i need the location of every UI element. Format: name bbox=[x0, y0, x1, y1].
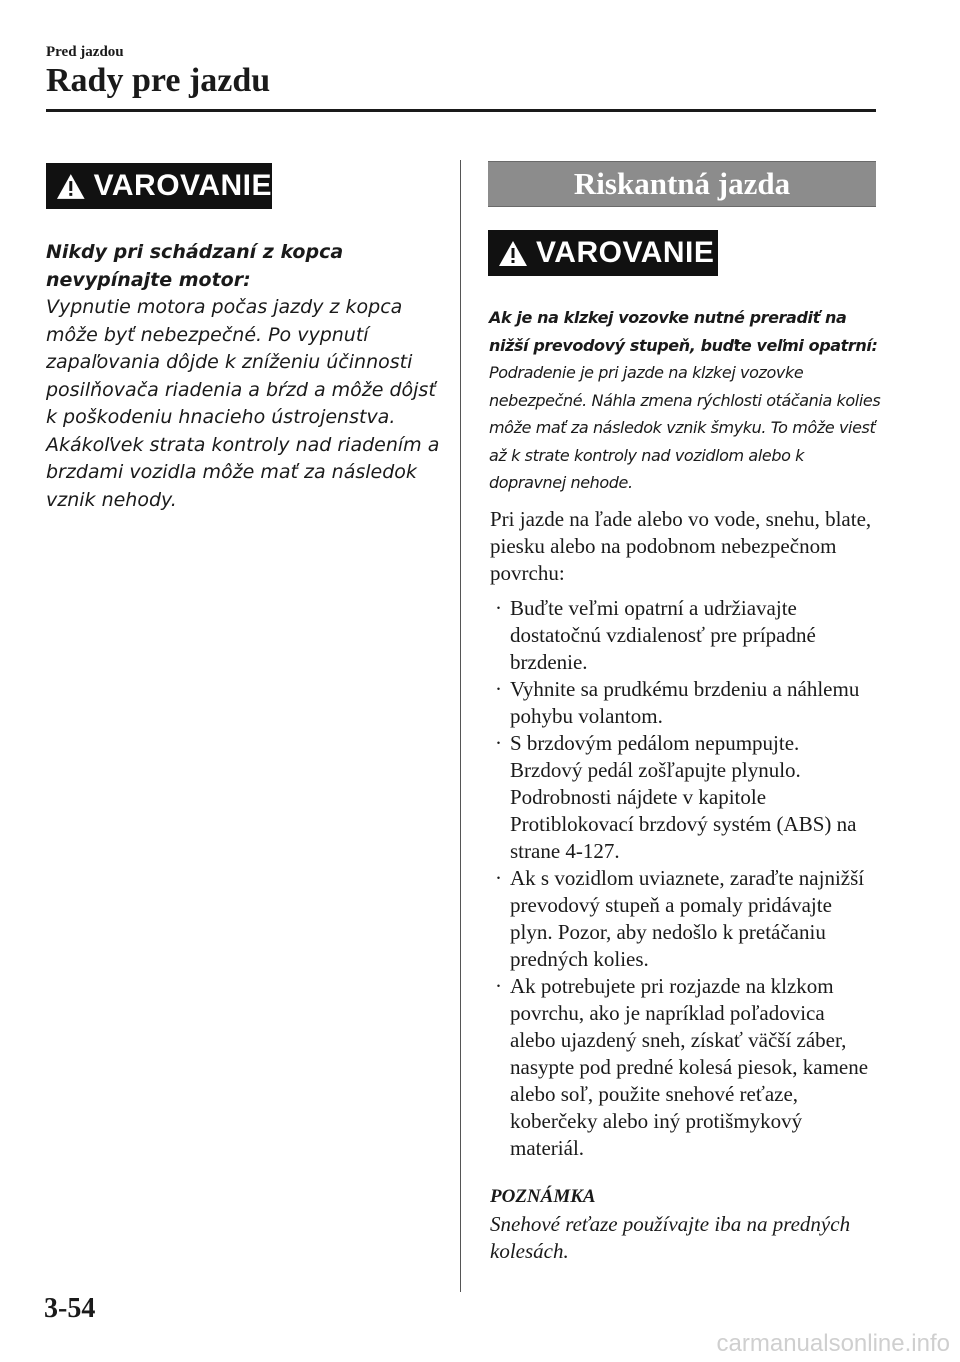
warning-triangle-icon bbox=[498, 240, 528, 267]
bullet-mark: · bbox=[495, 596, 502, 620]
watermark: carmanualsonline.info bbox=[716, 1330, 950, 1357]
warning-body: Vypnutie motora počas jazdy z kopca môže byť nebezpečné. Po vypnutí zapaľovania dôjde k zníženiu účinnosti posilňovača riadenia a bŕzd a môže dôjsť k poškodeniu hnacieho ústrojenstva. Akákoľvek strata kontroly nad riadením a brzdami vozidla môže mať za následok vznik nehody. bbox=[46, 296, 440, 511]
intro-paragraph: Pri jazde na ľade alebo vo vode, snehu, blate, piesku alebo na podobnom nebezpečnom povrchu: bbox=[490, 507, 872, 585]
list-item bbox=[490, 730, 875, 865]
page-title: Rady pre jazdu bbox=[46, 62, 271, 99]
right-warning-banner bbox=[488, 230, 718, 276]
list-item bbox=[490, 865, 875, 973]
list-item-text: S brzdovým pedálom nepumpujte. Brzdový pedál zošľapujte plynulo. Podrobnosti nájdete v kapitole Protiblokovací brzdový systém (ABS) na strane 4-127. bbox=[510, 731, 857, 863]
list-item-text: Ak s vozidlom uviaznete, zaraďte najnižší prevodový stupeň a pomaly pridávajte plyn. Pozor, aby nedošlo k pretáčaniu predných kolies. bbox=[510, 866, 865, 971]
warning-label: VAROVANIE bbox=[536, 236, 715, 269]
list-item bbox=[490, 676, 875, 730]
bullet-mark: · bbox=[495, 974, 502, 998]
warning-triangle-icon bbox=[56, 173, 86, 200]
bullet-mark: · bbox=[495, 866, 502, 890]
warning-label: VAROVANIE bbox=[93, 169, 272, 202]
bullet-mark: · bbox=[495, 731, 502, 755]
list-item-text: Ak potrebujete pri rozjazde na klzkom povrchu, ako je napríklad poľadovica alebo ujazdený sneh, získať väčší záber, nasypte pod predné kolesá piesok, kamene alebo soľ, použite snehové reťaze, koberčeky alebo iný protišmykový materiál. bbox=[510, 974, 869, 1160]
list-item bbox=[490, 973, 875, 1162]
warning-lead: Ak je na klzkej vozovke nutné preradiť na nižší prevodový stupeň, buďte veľmi opatrní: bbox=[489, 308, 878, 355]
left-warning-banner bbox=[46, 163, 272, 209]
column-divider bbox=[460, 160, 461, 1292]
header-rule bbox=[46, 109, 876, 112]
note-text: Snehové reťaze používajte iba na predných kolesách. bbox=[490, 1212, 851, 1263]
left-warning-text bbox=[46, 239, 441, 514]
warning-lead: Nikdy pri schádzaní z kopca nevypínajte motor: bbox=[46, 241, 344, 291]
right-warning-text bbox=[489, 304, 881, 497]
list-item-text: Vyhnite sa prudkému brzdeniu a náhlemu pohybu volantom. bbox=[510, 677, 860, 728]
tips-list bbox=[490, 595, 875, 1162]
section-header: Pred jazdou bbox=[46, 44, 124, 60]
bullet-mark: · bbox=[495, 677, 502, 701]
page-number: 3-54 bbox=[44, 1293, 96, 1324]
section-title-banner: Riskantná jazda bbox=[488, 161, 876, 207]
note-heading: POZNÁMKA bbox=[490, 1186, 596, 1207]
list-item-text: Buďte veľmi opatrní a udržiavajte dostatočnú vzdialenosť pre prípadné brzdenie. bbox=[510, 596, 816, 674]
list-item bbox=[490, 595, 875, 676]
warning-body: Podradenie je pri jazde na klzkej vozovke nebezpečné. Náhla zmena rýchlosti otáčania kolies môže mať za následok vznik šmyku. To môže viesť až k strate kontroly nad vozidlom alebo k dopravnej nehode. bbox=[489, 363, 881, 492]
